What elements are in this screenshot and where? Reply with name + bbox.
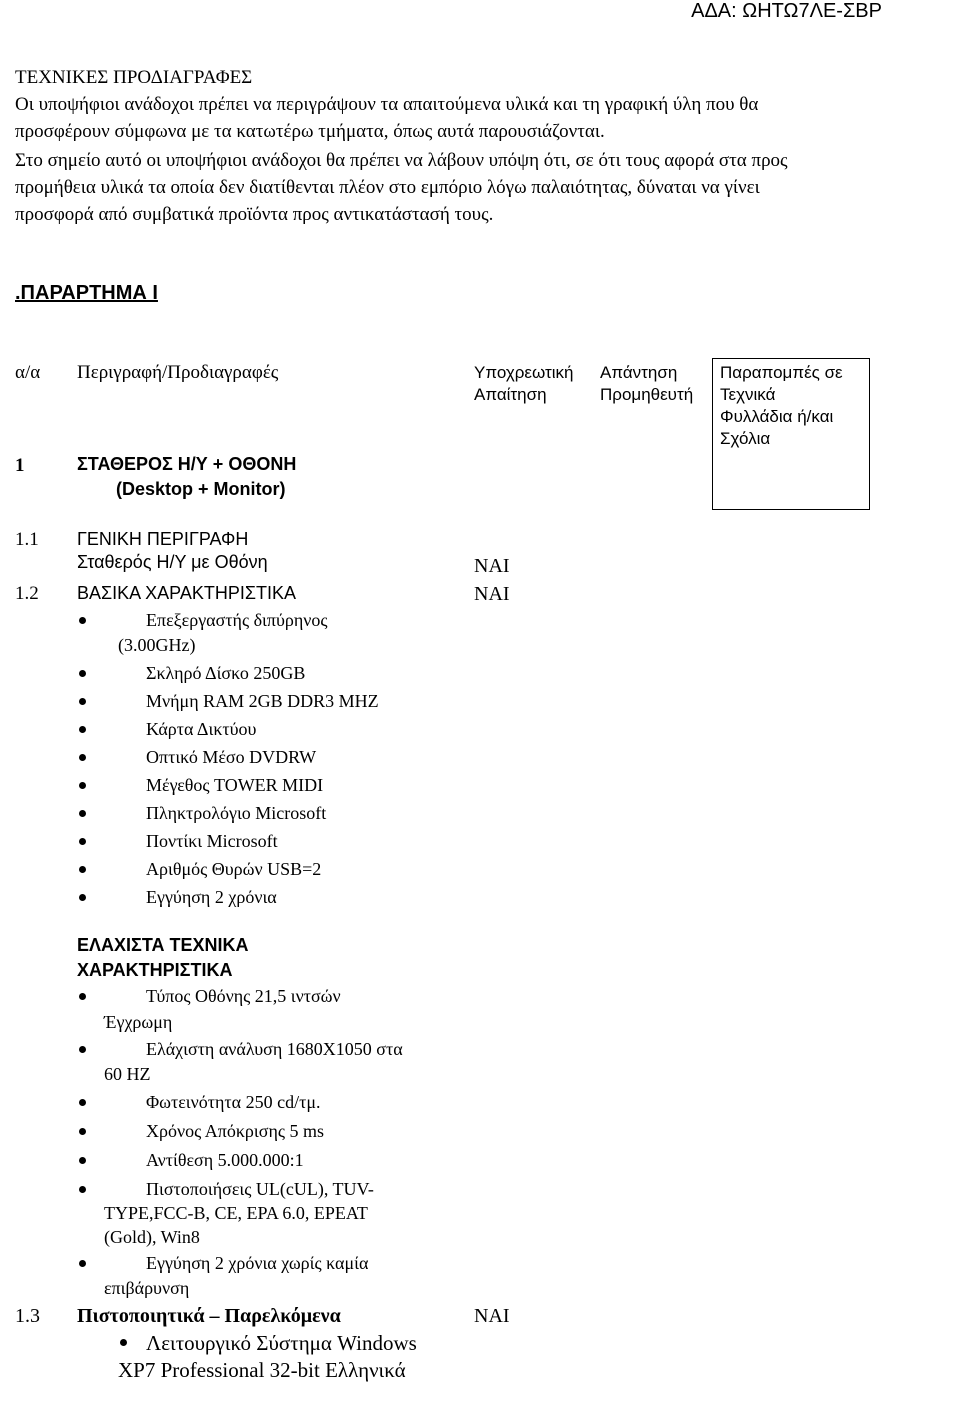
- bullet-icon: [79, 698, 86, 705]
- bullet-icon: [79, 1099, 86, 1106]
- bullet-icon: [79, 1260, 86, 1267]
- spec-line: Μνήμη RAM 2GB DDR3 MHZ: [146, 691, 379, 711]
- section-title: ΕΛΑΧΙΣΤΑ ΤΕΧΝΙΚΑ: [77, 935, 249, 955]
- spec-line: Έγχρωμη: [104, 1012, 173, 1032]
- bullet-icon: [79, 726, 86, 733]
- header-required: Υποχρεωτική: [474, 363, 574, 382]
- annex-title: .ΠΑΡΑΡΤΗΜΑ Ι: [15, 282, 158, 304]
- spec-line: Οπτικό Μέσο DVDRW: [146, 747, 317, 767]
- spec-line: 60 HZ: [104, 1064, 151, 1084]
- intro-line: προμήθεια υλικά τα οποία δεν διατίθενται πλέον στο εμπόριο λόγω παλαιότητας, δύναται να γίνει: [15, 177, 760, 198]
- spec-line: TYPE,FCC-B, CE, EPA 6.0, EPEAT: [104, 1203, 368, 1223]
- header-answer: Προμηθευτή: [600, 385, 694, 404]
- spec-line: Ελάχιστη ανάλυση 1680Χ1050 στα: [146, 1039, 403, 1059]
- bullet-icon: [79, 838, 86, 845]
- intro-title: ΤΕΧΝΙΚΕΣ ΠΡΟΔΙΑΓΡΑΦΕΣ: [15, 67, 253, 88]
- spec-line: επιβάρυνση: [104, 1278, 190, 1298]
- spec-line: (Gold), Win8: [104, 1227, 200, 1247]
- section-title: Πιστοποιητικά – Παρελκόμενα: [77, 1305, 341, 1327]
- required-value: ΝΑΙ: [474, 583, 510, 605]
- required-value: ΝΑΙ: [474, 555, 510, 577]
- spec-line: Εγγύηση 2 χρόνια χωρίς καμία: [146, 1253, 369, 1273]
- bullet-icon: [120, 1339, 127, 1346]
- bullet-icon: [79, 810, 86, 817]
- table-border: [712, 358, 870, 359]
- spec-line: Αντίθεση 5.000.000:1: [146, 1150, 304, 1170]
- spec-line: Επεξεργαστής διπύρηνος: [146, 610, 328, 630]
- intro-line: προσφορά από συμβατικά προϊόντα προς αντικατάστασή τους.: [15, 204, 494, 225]
- table-border: [869, 358, 870, 510]
- bullet-icon: [79, 993, 86, 1000]
- header-references: Σχόλια: [720, 429, 771, 448]
- table-border: [712, 358, 713, 510]
- header-references: Φυλλάδια ή/και: [720, 407, 834, 426]
- section-title: ΓΕΝΙΚΗ ΠΕΡΙΓΡΑΦΗ: [77, 529, 249, 549]
- intro-line: προσφέρουν σύμφωνα με τα κατωτέρω τμήματα, όπως αυτά παρουσιάζονται.: [15, 121, 605, 142]
- section-title: ΧΑΡΑΚΤΗΡΙΣΤΙΚΑ: [77, 960, 233, 980]
- bullet-icon: [79, 754, 86, 761]
- section-text: Σταθερός Η/Υ με Οθόνη: [77, 552, 268, 572]
- ada-code: ΑΔΑ: ΩΗΤΩ7ΛΕ-ΣΒΡ: [691, 0, 882, 22]
- section-number: 1.1: [15, 529, 39, 550]
- intro-line: Στο σημείο αυτό οι υποψήφιοι ανάδοχοι θα πρέπει να λάβουν υπόψη ότι, σε ότι τους αφορά στα προς: [15, 150, 788, 171]
- bullet-icon: [79, 1128, 86, 1135]
- spec-line: Τύπος Οθόνης 21,5 ιντσών: [146, 986, 341, 1006]
- intro-line: Οι υποψήφιοι ανάδοχοι πρέπει να περιγράψουν τα απαιτούμενα υλικά και τη γραφική ύλη που θα: [15, 94, 759, 115]
- spec-line: Λειτουργικό Σύστημα Windows: [146, 1331, 417, 1355]
- bullet-icon: [79, 670, 86, 677]
- spec-line: Ποντίκι Microsoft: [146, 831, 278, 851]
- item-number: 1: [15, 455, 25, 476]
- bullet-icon: [79, 782, 86, 789]
- spec-line: Μέγεθος TOWER MIDI: [146, 775, 324, 795]
- required-value: ΝΑΙ: [474, 1305, 510, 1327]
- item-title: ΣΤΑΘΕΡΟΣ Η/Υ + ΟΘΟΝΗ: [77, 454, 297, 474]
- spec-line: Πληκτρολόγιο Microsoft: [146, 803, 327, 823]
- spec-line: Πιστοποιήσεις UL(cUL), TUV-: [146, 1179, 374, 1199]
- spec-line: Αριθμός Θυρών USB=2: [146, 859, 322, 879]
- bullet-icon: [79, 617, 86, 624]
- spec-line: Φωτεινότητα 250 cd/τμ.: [146, 1092, 321, 1112]
- header-num: α/α: [15, 362, 41, 383]
- bullet-icon: [79, 1157, 86, 1164]
- spec-line: Κάρτα Δικτύου: [146, 719, 257, 739]
- bullet-icon: [79, 866, 86, 873]
- spec-line: (3.00GHz): [118, 635, 196, 655]
- bullet-icon: [79, 894, 86, 901]
- table-border: [712, 509, 870, 510]
- spec-line: XP7 Professional 32-bit Ελληνικά: [118, 1358, 406, 1382]
- spec-line: Σκληρό Δίσκο 250GB: [146, 663, 306, 683]
- header-references: Παραπομπές σε: [720, 363, 843, 382]
- header-references: Τεχνικά: [720, 385, 776, 404]
- spec-line: Εγγύηση 2 χρόνια: [146, 887, 277, 907]
- header-answer: Απάντηση: [600, 363, 678, 382]
- bullet-icon: [79, 1186, 86, 1193]
- spec-line: Χρόνος Απόκρισης 5 ms: [146, 1121, 324, 1141]
- header-required: Απαίτηση: [474, 385, 547, 404]
- bullet-icon: [79, 1046, 86, 1053]
- section-number: 1.2: [15, 583, 39, 604]
- item-subtitle: (Desktop + Monitor): [116, 479, 286, 499]
- section-title: ΒΑΣΙΚΑ ΧΑΡΑΚΤΗΡΙΣΤΙΚΑ: [77, 583, 296, 603]
- section-number: 1.3: [15, 1305, 40, 1327]
- header-desc: Περιγραφή/Προδιαγραφές: [77, 362, 279, 383]
